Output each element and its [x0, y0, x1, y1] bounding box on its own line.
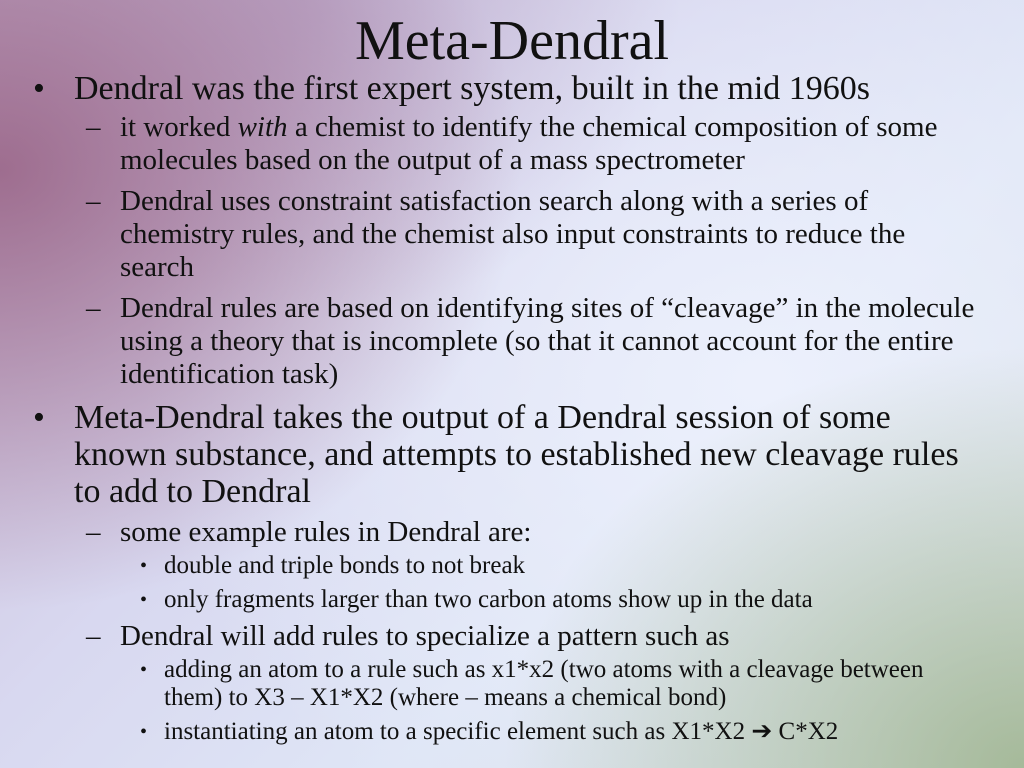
- item-text: adding an atom to a rule such as x1*x2 (two atoms with a cleavage between them) to X3 – X1*X2 (where – means a chemical bond): [164, 656, 924, 711]
- small-bullet-marker: •: [140, 555, 148, 577]
- item-instantiating-atom: [0, 718, 1024, 746]
- bullet-marker: •: [33, 399, 45, 436]
- dash-marker: –: [86, 111, 101, 143]
- dash-marker: –: [86, 292, 101, 324]
- item-adding-atom: [0, 656, 1024, 712]
- slide-body: [0, 70, 1024, 746]
- subbullet-constraint-satisfaction: [0, 185, 1024, 284]
- bullet-marker: •: [33, 70, 45, 107]
- slide-title: Meta-Dendral: [354, 10, 670, 72]
- subbullet-text: Dendral uses constraint satisfaction search along with a series of chemistry rules, and the chemist also input constraints to reduce the search: [120, 185, 906, 283]
- subbullet-text: Dendral rules are based on identifying sites of “cleavage” in the molecule using a theory that is incomplete (so that it cannot account for the entire identification task): [120, 292, 975, 390]
- bullet-text: Meta-Dendral takes the output of a Dendral session of some known substance, and attempts to established new cleavage rules to add to Dendral: [74, 399, 959, 510]
- item-double-triple-bonds: [0, 552, 1024, 580]
- subbullet-text-emphasis: with: [237, 111, 288, 143]
- dash-marker: –: [86, 516, 101, 548]
- subbullet-text: Dendral will add rules to specialize a pattern such as: [120, 620, 730, 652]
- subbullet-worked-with-chemist: [0, 111, 1024, 177]
- small-bullet-marker: •: [140, 721, 148, 743]
- subbullet-cleavage-rules: [0, 292, 1024, 391]
- subbullet-example-rules: [0, 516, 1024, 549]
- subbullet-text-pre: it worked: [120, 111, 238, 143]
- small-bullet-marker: •: [140, 589, 148, 611]
- dash-marker: –: [86, 620, 101, 652]
- subbullet-specialize-pattern: [0, 620, 1024, 653]
- bullet-meta-dendral-output: [0, 399, 1024, 510]
- bullet-text: Dendral was the first expert system, built in the mid 1960s: [74, 70, 871, 107]
- small-bullet-marker: •: [140, 659, 148, 681]
- item-text: instantiating an atom to a specific element such as X1*X2 ➔ C*X2: [164, 718, 839, 745]
- subbullet-text-post: a chemist to identify the chemical composition of some molecules based on the output of a mass spectrometer: [120, 111, 938, 176]
- dash-marker: –: [86, 185, 101, 217]
- item-text: only fragments larger than two carbon atoms show up in the data: [164, 586, 813, 613]
- bullet-dendral-first-expert-system: [0, 70, 1024, 107]
- item-fragments-larger: [0, 586, 1024, 614]
- item-text: double and triple bonds to not break: [164, 552, 526, 579]
- subbullet-text: some example rules in Dendral are:: [120, 516, 532, 548]
